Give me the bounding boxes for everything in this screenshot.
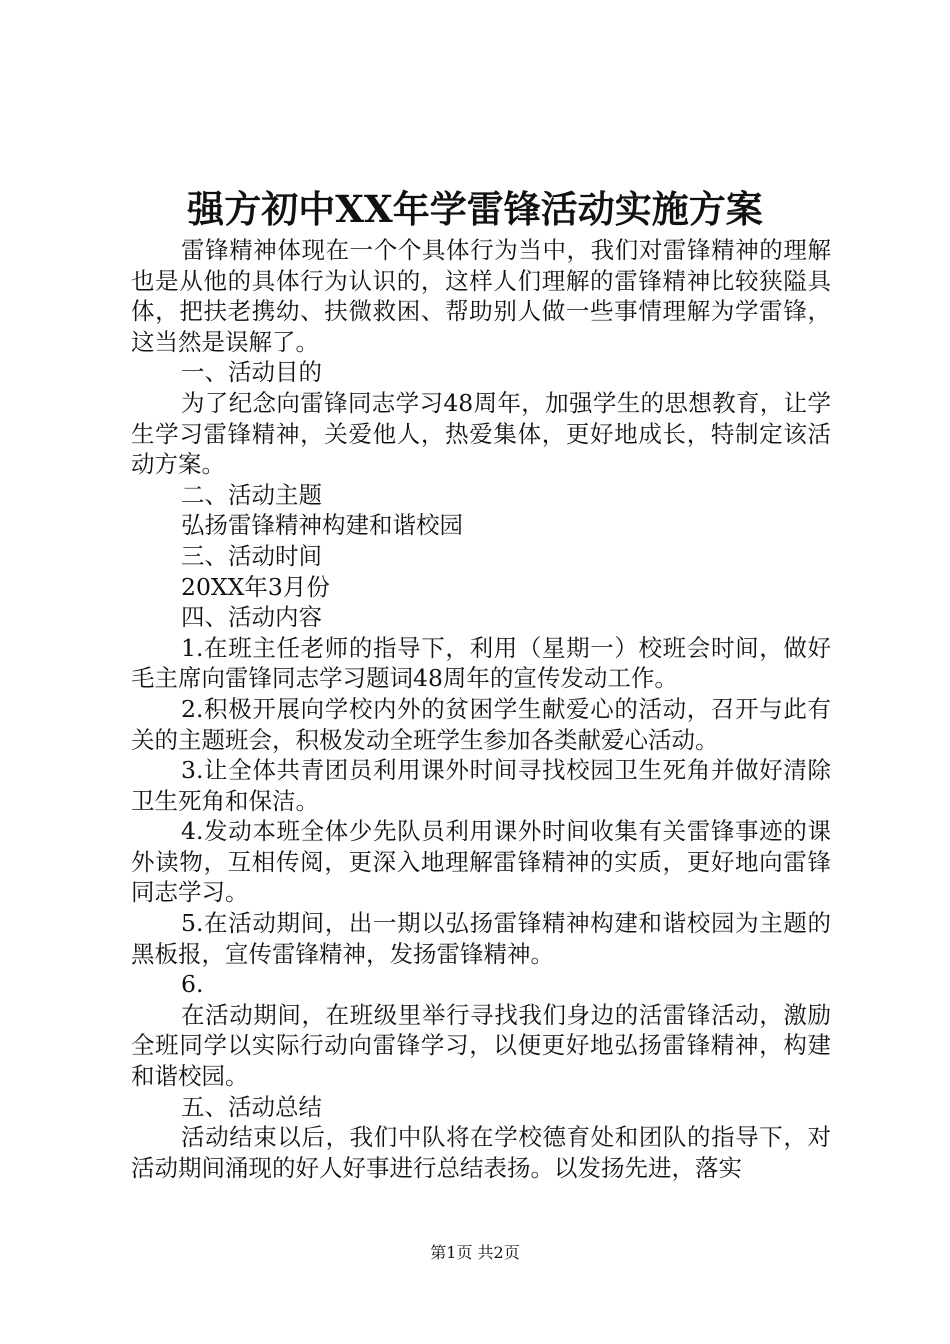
- section-heading-time: 三、活动时间: [181, 541, 322, 570]
- content-item-3: 3.让全体共青团员利用课外时间寻找校园卫生死角并做好清除卫生死角和保洁。: [131, 756, 831, 815]
- content-item-5: 5.在活动期间，出一期以弘扬雷锋精神构建和谐校园为主题的黑板报，宣传雷锋精神，发扬雷锋精神。: [131, 909, 831, 968]
- section-heading-purpose: 一、活动目的: [181, 358, 322, 387]
- document-title: 强方初中XX年学雷锋活动实施方案: [187, 187, 763, 231]
- paragraph-time: 20XX年3月份: [181, 572, 330, 601]
- content-item-6-number: 6.: [181, 970, 204, 999]
- paragraph-purpose: 为了纪念向雷锋同志学习48周年，加强学生的思想教育，让学生学习雷锋精神，关爱他人，热爱集体，更好地成长，特制定该活动方案。: [131, 388, 831, 479]
- section-heading-summary: 五、活动总结: [181, 1092, 322, 1121]
- content-item-1: 1.在班主任老师的指导下，利用（星期一）校班会时间，做好毛主席向雷锋同志学习题词48周年的宣传发动工作。: [131, 633, 831, 693]
- page-footer: 第1页 共2页: [430, 1243, 520, 1262]
- paragraph-theme: 弘扬雷锋精神构建和谐校园: [181, 511, 463, 540]
- document-body: [131, 235, 831, 1183]
- paragraph-intro: 雷锋精神体现在一个个具体行为当中，我们对雷锋精神的理解也是从他的具体行为认识的，这样人们理解的雷锋精神比较狭隘具体，把扶老携幼、扶微救困、帮助别人做一些事情理解为学雷锋，这当然是误解了。: [131, 236, 831, 356]
- section-heading-content: 四、活动内容: [181, 603, 322, 632]
- section-heading-theme: 二、活动主题: [181, 480, 322, 509]
- content-item-6: 在活动期间，在班级里举行寻找我们身边的活雷锋活动，激励全班同学以实际行动向雷锋学习，以便更好地弘扬雷锋精神，构建和谐校园。: [131, 1000, 831, 1091]
- content-item-2: 2.积极开展向学校内外的贫困学生献爱心的活动，召开与此有关的主题班会，积极发动全班学生参加各类献爱心活动。: [131, 694, 831, 754]
- paragraph-summary: 活动结束以后，我们中队将在学校德育处和团队的指导下，对活动期间涌现的好人好事进行总结表扬。以发扬先进，落实: [131, 1123, 831, 1182]
- content-item-4: 4.发动本班全体少先队员利用课外时间收集有关雷锋事迹的课外读物，互相传阅，更深入地理解雷锋精神的实质，更好地向雷锋同志学习。: [131, 817, 831, 907]
